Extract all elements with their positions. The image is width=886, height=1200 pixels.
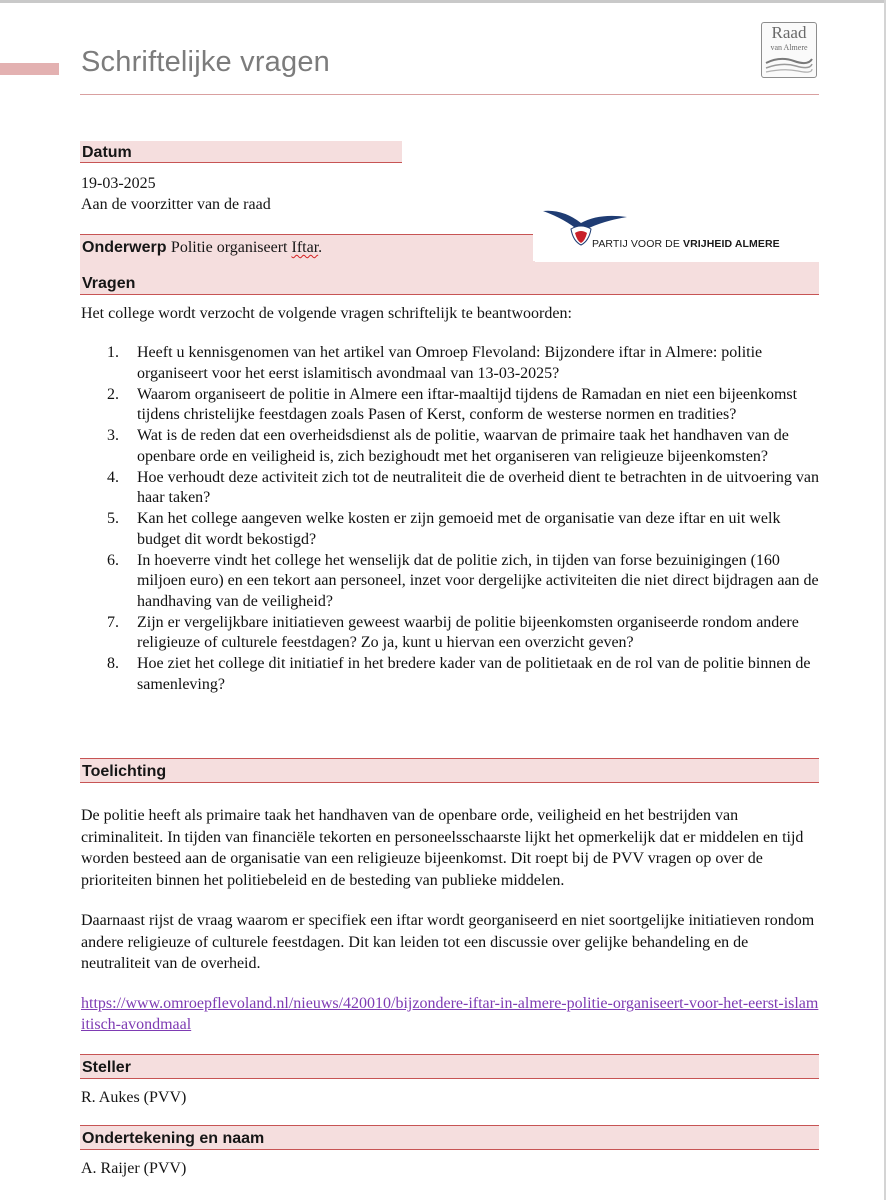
page-title: Schriftelijke vragen <box>81 46 330 78</box>
section-header-toelichting <box>80 758 819 783</box>
question-list <box>81 343 821 696</box>
onderwerp-value: Politie organiseert Iftar. <box>170 239 323 256</box>
omroep-flevoland-link[interactable]: https://www.omroepflevoland.nl/nieuws/420010/bijzondere-iftar-in-almere-politie-organiseert-voor-het-eerst-islamitisch-avondmaal <box>81 995 819 1033</box>
logo-main-text: Raad <box>771 23 807 42</box>
question-item: 2. Waarom organiseert de politie in Almere een iftar-maaltijd tijdens de Ramadan en niet een bijeenkomst tijdens christelijke feestdagen zoals Pasen of Kerst, conform de westerse normen en tradities? <box>107 385 798 423</box>
pvv-logo-text: PARTIJ VOOR DE VRIJHEID ALMERE <box>592 238 780 250</box>
section-header-vragen <box>80 262 819 295</box>
section-header-datum <box>80 141 402 163</box>
logo-wave-icon <box>762 53 816 77</box>
question-item: 3. Wat is de reden dat een overheidsdienst als de politie, waarvan de primaire taak het handhaven van de openbare orde en veiligheid is, zich bezighoudt met het organiseren van religieuze bijeenkomsten? <box>107 427 789 465</box>
question-item: 1. Heeft u kennisgenomen van het artikel van Omroep Flevoland: Bijzondere iftar in Almere: politie organiseert voor het eerst islamitisch avondmaal van 13-03-2025? <box>107 344 763 382</box>
datum-value: 19-03-2025 <box>81 175 156 192</box>
page-top-border <box>0 0 886 3</box>
question-item: 6. In hoeverre vindt het college het wenselijk dat de politie zich, in tijden van forse bezuinigingen (160 miljoen euro) en een tekort aan personeel, inzet voor dergelijke activiteiten die niet direct bijdragen aan de handhaving van de veiligheid? <box>107 551 819 610</box>
raad-van-almere-logo <box>761 22 817 78</box>
question-item: 5. Kan het college aangeven welke kosten er zijn gemoeid met de organisatie van deze iftar en uit welk budget dit wordt bekostigd? <box>107 510 781 548</box>
onderwerp-label: Onderwerp <box>82 239 167 256</box>
ondertekening-value: A. Raijer (PVV) <box>81 1160 187 1177</box>
section-header-steller <box>80 1054 819 1079</box>
vragen-label: Vragen <box>82 275 136 292</box>
question-item: 7. Zijn er vergelijkbare initiatieven geweest waarbij de politie bijeenkomsten organiseerde rondom andere religieuze of culturele feestdagen? Zo ja, kunt u hiervan een overzicht geven? <box>107 613 799 651</box>
pvv-almere-logo <box>533 205 819 261</box>
addressee-line: Aan de voorzitter van de raad <box>81 196 271 213</box>
ondertekening-label: Ondertekening en naam <box>82 1130 265 1147</box>
section-header-ondertekening <box>80 1125 819 1150</box>
question-item: 8. Hoe ziet het college dit initiatief in het bredere kader van de politietaak en de rol van de politie binnen de samenleving? <box>107 655 811 693</box>
steller-label: Steller <box>82 1059 131 1076</box>
logo-sub-text: van Almere <box>770 43 808 52</box>
vragen-intro: Het college wordt verzocht de volgende vragen schriftelijk te beantwoorden: <box>81 305 572 322</box>
title-accent-bar <box>0 63 59 75</box>
toelichting-paragraph-1: De politie heeft als primaire taak het handhaven van de openbare orde, veiligheid en het bestrijden van criminaliteit. In tijden van financiële tekorten en personeelsschaarste lijkt het opmerkelijk dat er middelen en tijd worden besteed aan de organisatie van een religieuze bijeenkomst. Dit roept bij de PVV vragen op over de prioriteiten binnen het politiebeleid en de besteding van publieke middelen. <box>81 807 804 889</box>
question-item: 4. Hoe verhoudt deze activiteit zich tot de neutraliteit die de overheid dient te betrachten in de uitvoering van haar taken? <box>107 468 819 506</box>
toelichting-label: Toelichting <box>82 763 167 780</box>
section-header-onderwerp <box>80 234 535 262</box>
datum-label: Datum <box>82 144 132 161</box>
toelichting-paragraph-2: Daarnaast rijst de vraag waarom er specifiek een iftar wordt georganiseerd en niet soortgelijke initiatieven rondom andere religieuze of culturele feestdagen. Dit kan leiden tot een discussie over gelijke behandeling en de neutraliteit van de overheid. <box>81 912 815 972</box>
title-divider <box>80 94 819 95</box>
steller-value: R. Aukes (PVV) <box>81 1089 187 1106</box>
